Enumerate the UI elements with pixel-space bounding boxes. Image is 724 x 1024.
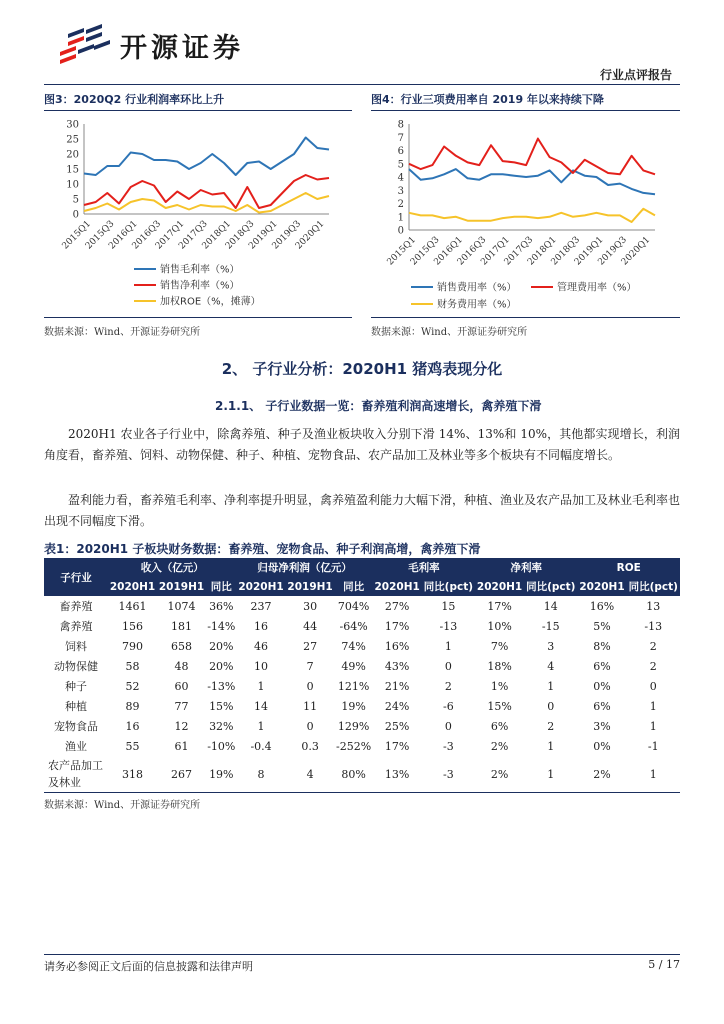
header-gross-margin: 毛利率 — [373, 558, 475, 577]
y-tick-label: 5 — [397, 159, 404, 171]
table-row — [44, 596, 680, 616]
footer-divider — [44, 954, 680, 955]
table-cell-subsector: 种植 — [65, 700, 87, 713]
table-cell: -10% — [207, 739, 236, 753]
sub-header: 同比 — [206, 577, 236, 596]
table-group-header-row — [44, 558, 680, 577]
figure3-top-rule — [44, 110, 352, 111]
table-cell: 2 — [649, 659, 657, 673]
x-tick-label: 2019Q3 — [270, 219, 304, 252]
table-cell-subsector: 渔业 — [65, 740, 87, 753]
table-cell: 49% — [341, 659, 366, 673]
table-cell: 267 — [157, 756, 206, 793]
subsection-title: 2.1.1、 子行业数据一览：畜养殖利润高速增长，禽养殖下滑 — [215, 399, 542, 413]
table-cell: 20% — [209, 639, 234, 653]
table-cell: 2 — [444, 679, 452, 693]
table-cell: 16% — [589, 599, 615, 613]
table-cell: 52 — [125, 679, 140, 693]
y-tick-label: 1 — [397, 212, 404, 224]
table-cell: 24% — [384, 699, 410, 713]
table-cell: 77 — [174, 699, 189, 713]
table-cell: 0 — [444, 719, 452, 733]
table-cell: -3 — [422, 756, 475, 793]
table-cell: 19% — [206, 756, 236, 793]
company-logo — [58, 20, 288, 68]
figure4-top-rule — [371, 110, 680, 111]
table-cell: 6% — [593, 699, 611, 713]
y-tick-label: 6 — [397, 146, 404, 157]
table-cell: 15 — [441, 599, 456, 613]
table-cell-subsector: 饲料 — [65, 640, 87, 653]
table-cell: 704% — [337, 599, 370, 613]
table-cell: 16 — [254, 619, 269, 633]
table-cell: 12 — [174, 719, 189, 733]
paragraph-revenue: 2020H1 农业各子行业中，除禽养殖、种子及渔业板块收入分别下滑 14%、13%和 10%，其他都实现增长，利润角度看，畜养殖、饲料、动物保健、种子、种植、宠物食品、农产品加工及林业等多个板块有不同幅度增长。 — [44, 427, 680, 462]
table-cell: 11 — [303, 699, 318, 713]
header-revenue: 收入（亿元） — [108, 558, 237, 577]
table-cell: 0.3 — [301, 739, 319, 753]
table-cell: 0 — [306, 719, 314, 733]
table-cell: -64% — [339, 619, 368, 633]
table-row — [44, 756, 680, 793]
table-cell: 7 — [306, 659, 314, 673]
sub-header: 2020H1 — [108, 577, 157, 596]
section-title: 2、 子行业分析：2020H1 猪鸡表现分化 — [221, 360, 503, 378]
x-tick-label: 2015Q3 — [408, 235, 442, 268]
table-cell: 21% — [384, 679, 410, 693]
x-tick-label: 2016Q1 — [107, 219, 140, 252]
table-cell: 2% — [577, 756, 626, 793]
table-cell: 13 — [646, 599, 661, 613]
financial-table — [44, 558, 680, 793]
table-cell: 16 — [125, 719, 140, 733]
x-tick-label: 2016Q1 — [432, 235, 465, 268]
figure4-bottom-rule — [371, 317, 680, 318]
x-tick-label: 2018Q3 — [223, 219, 257, 252]
series-line-0 — [84, 138, 329, 176]
table-cell: 17% — [384, 739, 410, 753]
x-tick-label: 2016Q3 — [455, 235, 489, 268]
series-line-0 — [409, 169, 655, 194]
table-cell: 1 — [444, 639, 452, 653]
x-tick-label: 2017Q1 — [479, 235, 512, 268]
y-tick-label: 8 — [397, 119, 404, 131]
x-tick-label: 2018Q1 — [526, 235, 559, 268]
x-tick-label: 2017Q3 — [502, 235, 536, 268]
figure3-title: 图3：2020Q2 行业利润率环比上升 — [44, 93, 225, 106]
figure3-source: 数据来源：Wind、开源证券研究所 — [44, 327, 201, 338]
report-type: 行业点评报告 — [599, 68, 672, 82]
table-cell: 89 — [125, 699, 140, 713]
table-cell: 8 — [237, 756, 286, 793]
table-cell: 80% — [335, 756, 373, 793]
table-cell: 2 — [547, 719, 555, 733]
table-cell: 32% — [209, 719, 234, 733]
table-cell: -6 — [443, 699, 454, 713]
sub-header: 同比(pct) — [422, 577, 475, 596]
table-cell: 48 — [174, 659, 189, 673]
table-cell: 46 — [254, 639, 269, 653]
table-cell: 318 — [108, 756, 157, 793]
table-sub-header-row — [44, 577, 680, 596]
table-cell-subsector: 农产品加工及林业 — [44, 756, 108, 793]
y-tick-label: 25 — [66, 134, 79, 146]
table-cell: 14 — [543, 599, 558, 613]
table-cell: 18% — [487, 659, 512, 673]
table-cell: 129% — [337, 719, 370, 733]
table-cell: 658 — [171, 639, 193, 653]
table-cell: -1 — [647, 739, 659, 753]
table-cell: 3 — [547, 639, 555, 653]
table-cell: 1 — [257, 679, 265, 693]
table-cell: 6% — [593, 659, 611, 673]
table-cell: 0 — [547, 699, 555, 713]
table-cell: 0 — [306, 679, 314, 693]
table-cell: 25% — [384, 719, 410, 733]
legend-label: 管理费用率（%） — [557, 282, 637, 294]
table-cell: 17% — [384, 619, 410, 633]
table-cell: 1074 — [167, 599, 196, 613]
table-cell: 7% — [490, 639, 509, 653]
table-cell: 1% — [490, 679, 509, 693]
table-cell: 1461 — [118, 599, 147, 613]
x-tick-label: 2017Q1 — [153, 219, 187, 252]
figure3-chart — [44, 112, 352, 316]
table-row — [44, 656, 680, 676]
table-cell-subsector: 宠物食品 — [54, 720, 98, 733]
table-cell: 13% — [373, 756, 422, 793]
sub-header: 2020H1 — [373, 577, 422, 596]
x-tick-label: 2019Q1 — [572, 235, 606, 268]
table-cell: 790 — [122, 639, 144, 653]
table-cell: 2% — [490, 739, 509, 753]
y-tick-label: 20 — [66, 149, 79, 161]
x-tick-label: 2016Q3 — [130, 219, 164, 252]
table-cell: -15 — [541, 619, 560, 633]
y-tick-label: 30 — [66, 119, 79, 131]
table-cell: 60 — [174, 679, 189, 693]
table-cell: 16% — [384, 639, 410, 653]
header-divider — [44, 84, 680, 85]
header-subsector: 子行业 — [44, 558, 108, 596]
table-cell: 6% — [490, 719, 509, 733]
legend-label: 财务费用率（%） — [437, 299, 517, 311]
x-tick-label: 2020Q1 — [293, 219, 327, 252]
table-cell: 0% — [593, 739, 611, 753]
header-net-profit: 归母净利润（亿元） — [237, 558, 373, 577]
table-cell: 3% — [593, 719, 611, 733]
table-cell: 58 — [125, 659, 140, 673]
table-cell-subsector: 种子 — [65, 680, 87, 693]
figure4-chart — [371, 112, 680, 316]
y-tick-label: 5 — [72, 194, 79, 206]
table-cell: 0% — [593, 679, 611, 693]
table-cell: 181 — [171, 619, 193, 633]
table-row — [44, 696, 680, 716]
table-cell: 1 — [649, 699, 657, 713]
y-tick-label: 4 — [397, 172, 404, 184]
table-cell: 8% — [593, 639, 611, 653]
sub-header: 同比(pct) — [627, 577, 680, 596]
series-line-1 — [409, 139, 655, 175]
x-tick-label: 2019Q1 — [247, 219, 280, 252]
table-cell: 237 — [250, 599, 272, 613]
table-row — [44, 636, 680, 656]
table-title: 表1：2020H1 子板块财务数据：畜养殖、宠物食品、种子利润高增，禽养殖下滑 — [44, 542, 481, 556]
table-cell: 0 — [444, 659, 452, 673]
series-line-1 — [84, 175, 329, 208]
table-cell: 1 — [257, 719, 265, 733]
table-cell: -13 — [644, 619, 663, 633]
table-cell: 2 — [649, 639, 657, 653]
sub-header: 2019H1 — [157, 577, 206, 596]
table-cell: 10% — [487, 619, 512, 633]
table-cell-subsector: 动物保健 — [54, 660, 98, 673]
table-cell: -13% — [207, 679, 236, 693]
x-tick-label: 2015Q3 — [83, 219, 117, 252]
table-cell: -252% — [336, 739, 372, 753]
table-cell: 1 — [649, 719, 657, 733]
table-cell: 74% — [341, 639, 366, 653]
table-row — [44, 616, 680, 636]
y-tick-label: 15 — [66, 164, 79, 176]
sub-header: 2020H1 — [475, 577, 524, 596]
page-number: 5 / 17 — [648, 958, 680, 971]
table-cell: 1 — [547, 739, 555, 753]
table-cell-subsector: 畜养殖 — [59, 600, 93, 613]
sub-header: 2020H1 — [237, 577, 286, 596]
header-net-margin: 净利率 — [475, 558, 577, 577]
table-cell: 5% — [593, 619, 611, 633]
header-roe: ROE — [577, 558, 680, 577]
table-cell: -3 — [443, 739, 454, 753]
y-tick-label: 3 — [397, 185, 404, 197]
table-cell: 36% — [209, 599, 234, 613]
series-line-2 — [409, 209, 655, 222]
table-cell: 156 — [122, 619, 144, 633]
table-cell: 1 — [547, 679, 555, 693]
legend-label: 销售净利率（%） — [160, 280, 240, 292]
legend-label: 销售费用率（%） — [437, 282, 517, 294]
x-tick-label: 2018Q1 — [200, 219, 234, 252]
table-cell: 27% — [384, 599, 410, 613]
y-tick-label: 0 — [72, 209, 79, 221]
x-tick-label: 2018Q3 — [549, 235, 583, 268]
table-cell: 44 — [303, 619, 318, 633]
x-tick-label: 2015Q1 — [385, 235, 419, 268]
table-cell: 4 — [286, 756, 335, 793]
figure3-bottom-rule — [44, 317, 352, 318]
table-cell: 27 — [303, 639, 318, 653]
table-cell: 4 — [547, 659, 555, 673]
table-cell: 61 — [174, 739, 189, 753]
table-row — [44, 736, 680, 756]
table-source: 数据来源：Wind、开源证券研究所 — [44, 800, 201, 811]
figure4-title: 图4：行业三项费用率自 2019 年以来持续下降 — [371, 93, 604, 106]
table-cell: 55 — [125, 739, 140, 753]
table-cell: 20% — [209, 659, 234, 673]
table-cell: -14% — [207, 619, 236, 633]
x-tick-label: 2015Q1 — [60, 219, 94, 252]
x-tick-label: 2019Q3 — [596, 235, 629, 268]
figure4-source: 数据来源：Wind、开源证券研究所 — [371, 327, 528, 338]
legend-label: 销售毛利率（%） — [160, 264, 240, 276]
table-cell: 14 — [254, 699, 269, 713]
y-tick-label: 10 — [66, 179, 79, 191]
y-tick-label: 0 — [397, 225, 404, 237]
table-cell: 121% — [337, 679, 370, 693]
table-cell: 1 — [524, 756, 577, 793]
table-cell: 10 — [254, 659, 269, 673]
table-cell: 15% — [487, 699, 512, 713]
table-cell: 43% — [384, 659, 410, 673]
logo-text: 开源证券 — [120, 33, 244, 64]
table-cell: 19% — [341, 699, 366, 713]
table-cell: 17% — [487, 599, 512, 613]
table-cell: 1 — [627, 756, 680, 793]
table-cell: 15% — [209, 699, 234, 713]
legend-label: 加权ROE（%，摊薄） — [160, 296, 261, 308]
table-cell: -13 — [439, 619, 458, 633]
y-tick-label: 2 — [397, 199, 404, 210]
table-row — [44, 716, 680, 736]
table-cell: 30 — [303, 599, 318, 613]
y-tick-label: 7 — [397, 132, 404, 144]
table-cell: 0 — [649, 679, 657, 693]
x-tick-label: 2017Q3 — [177, 219, 210, 252]
x-tick-label: 2020Q1 — [619, 235, 653, 268]
table-cell: 2% — [475, 756, 524, 793]
footer-disclaimer: 请务必参阅正文后面的信息披露和法律声明 — [44, 960, 253, 973]
table-row — [44, 676, 680, 696]
table-cell: -0.4 — [250, 739, 272, 753]
sub-header: 同比 — [335, 577, 373, 596]
sub-header: 2019H1 — [286, 577, 335, 596]
table-cell-subsector: 禽养殖 — [59, 620, 93, 633]
logo-mark-icon — [58, 20, 114, 68]
sub-header: 2020H1 — [577, 577, 626, 596]
paragraph-profitability: 盈利能力看，畜养殖毛利率、净利率提升明显，禽养殖盈利能力大幅下滑，种植、渔业及农产品加工及林业毛利率也出现不同幅度下滑。 — [44, 493, 681, 528]
sub-header: 同比(pct) — [524, 577, 577, 596]
